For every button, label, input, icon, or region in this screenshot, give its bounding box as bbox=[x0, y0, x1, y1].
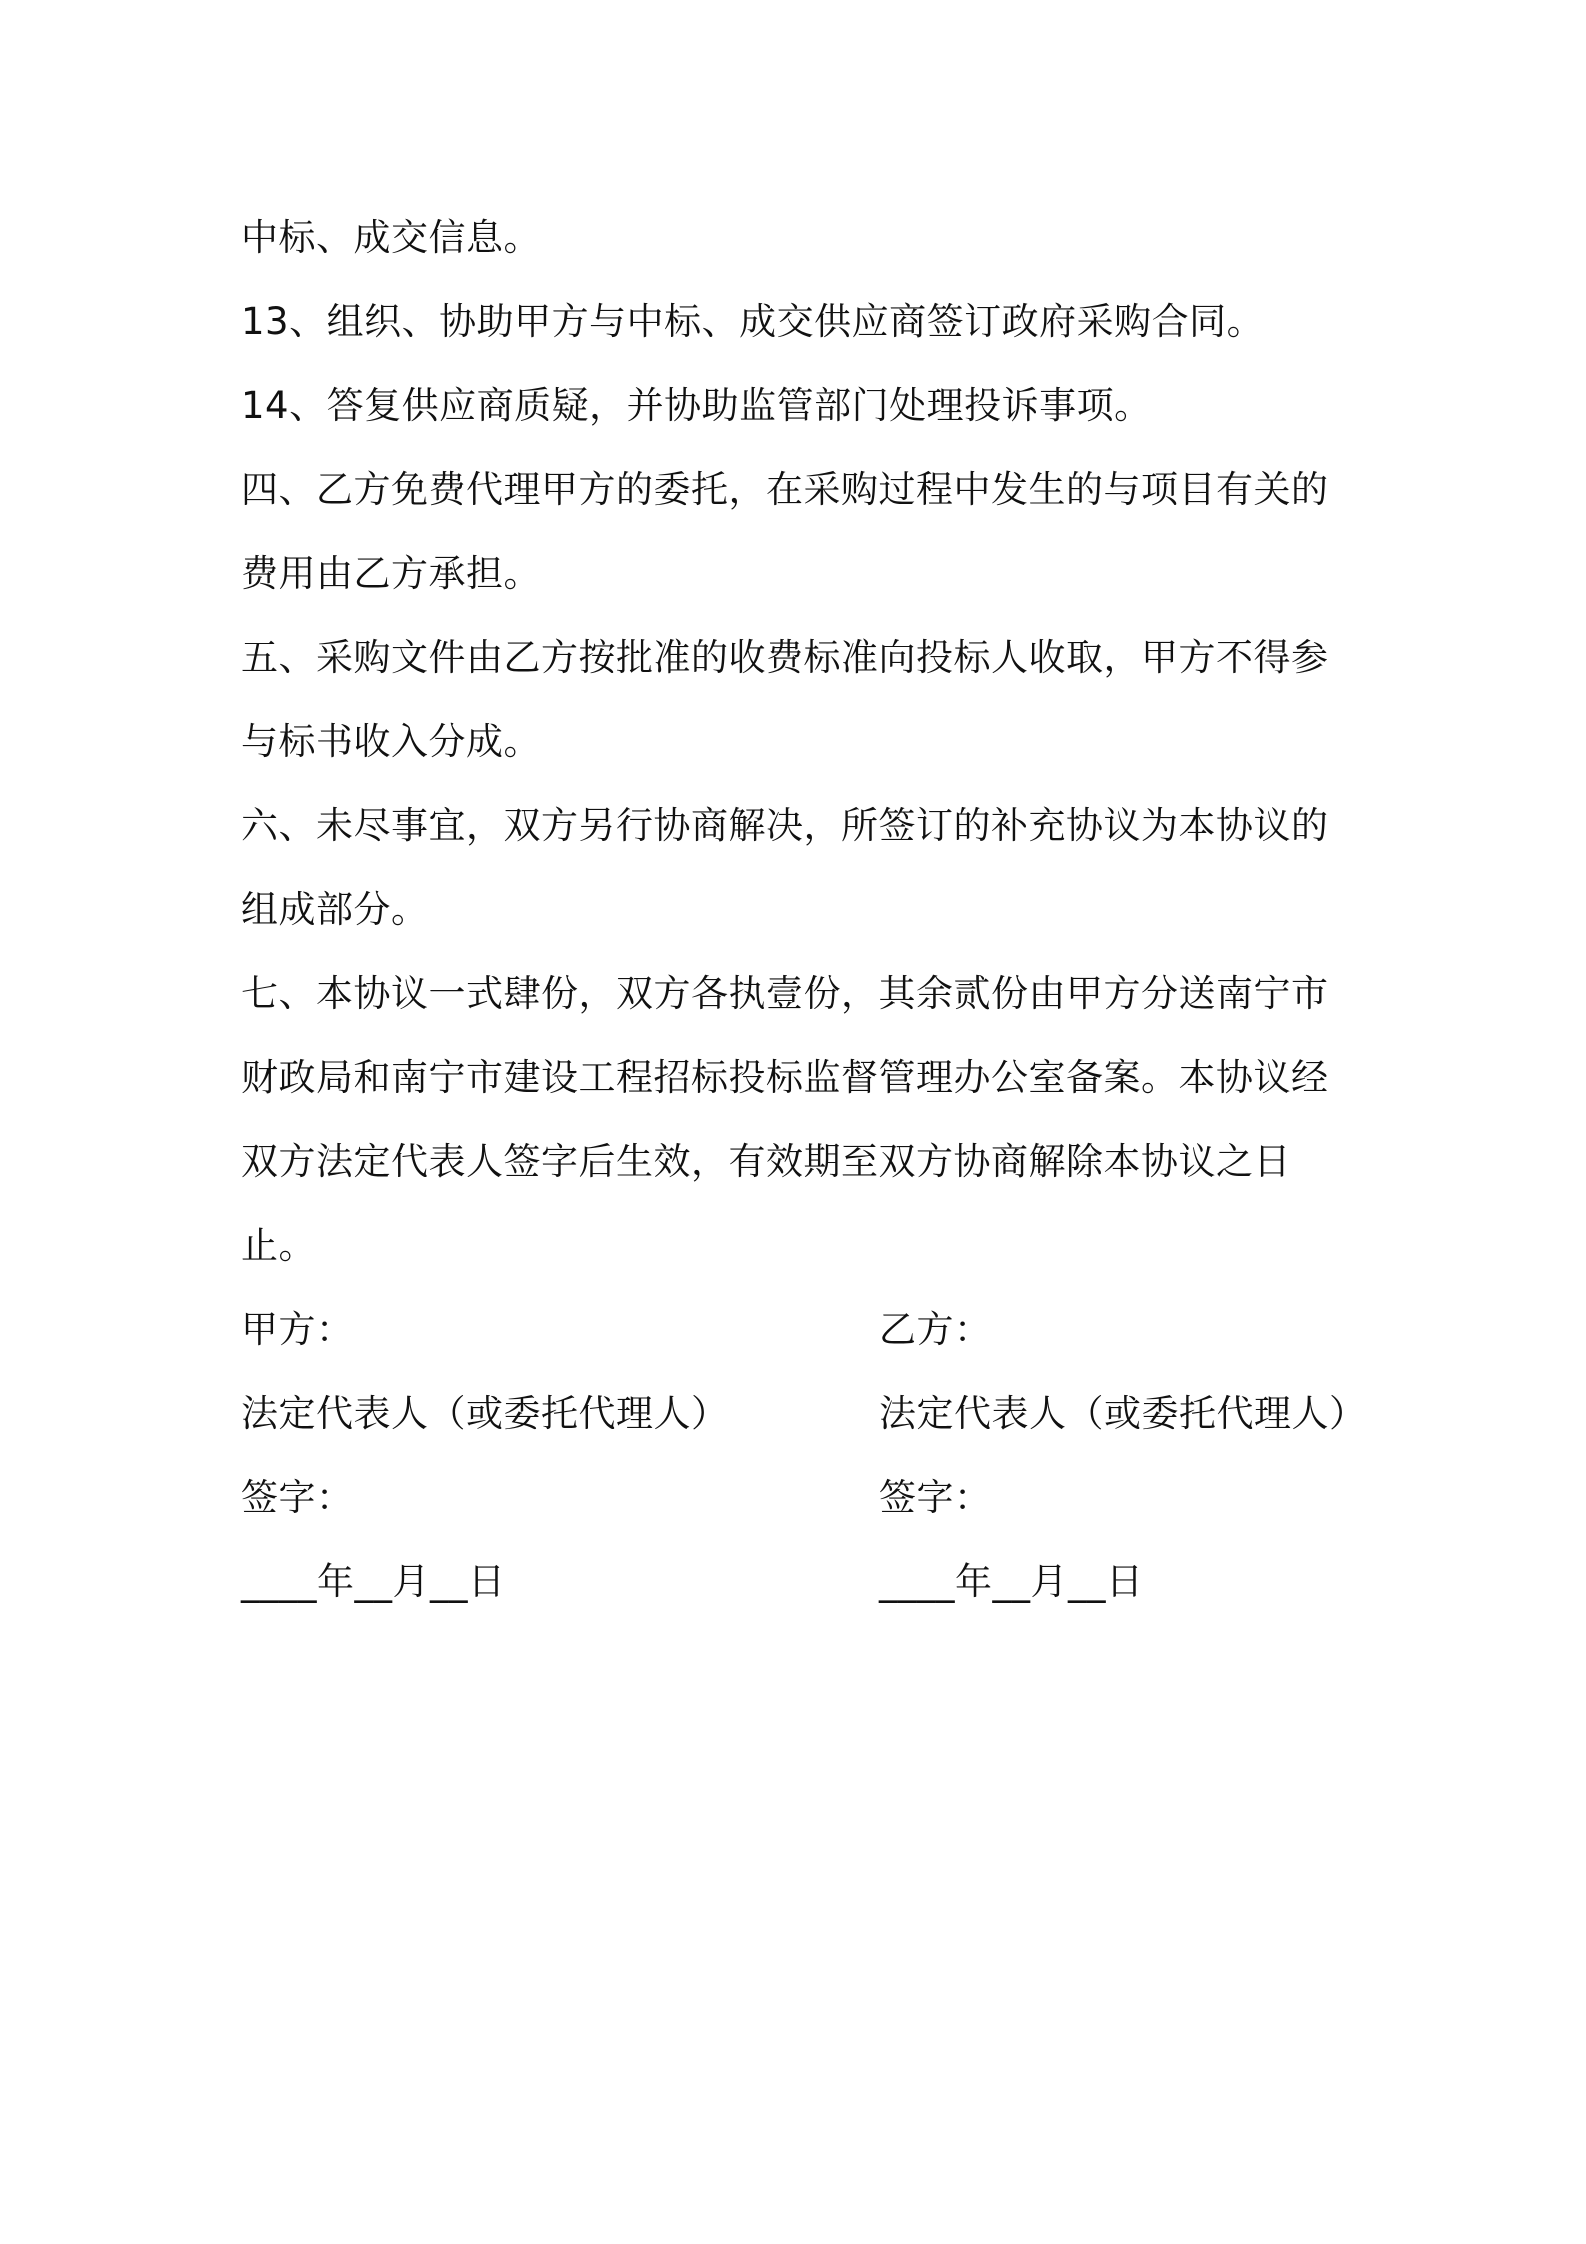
party-b-label: 乙方： bbox=[879, 1308, 992, 1351]
signature-block bbox=[241, 1288, 1367, 1624]
party-a-date: ____年__月__日 bbox=[241, 1560, 506, 1603]
paragraph-section-7: 七、本协议一式肆份，双方各执壹份，其余贰份由甲方分送南宁市财政局和南宁市建设工程招标投标监督管理办公室备案。本协议经双方法定代表人签字后生效，有效期至双方协商解除本协议之日止。 bbox=[241, 972, 1329, 1267]
signature-party-row bbox=[241, 1288, 1351, 1372]
signature-date-row bbox=[241, 1540, 1351, 1624]
paragraph-section-6: 六、未尽事宜，双方另行协商解决，所签订的补充协议为本协议的组成部分。 bbox=[241, 804, 1329, 931]
party-b-representative: 法定代表人（或委托代理人） bbox=[879, 1392, 1367, 1435]
party-a-sign: 签字： bbox=[241, 1476, 354, 1519]
party-a-representative: 法定代表人（或委托代理人） bbox=[241, 1392, 729, 1435]
party-a-label: 甲方： bbox=[241, 1308, 354, 1351]
party-b-sign: 签字： bbox=[879, 1476, 992, 1519]
document-body bbox=[241, 196, 1367, 1624]
paragraph-item-14: 14、答复供应商质疑，并协助监管部门处理投诉事项。 bbox=[241, 384, 1152, 427]
signature-representative-row bbox=[241, 1372, 1367, 1456]
paragraph-section-5: 五、采购文件由乙方按批准的收费标准向投标人收取，甲方不得参与标书收入分成。 bbox=[241, 636, 1329, 763]
paragraph-section-4: 四、乙方免费代理甲方的委托，在采购过程中发生的与项目有关的费用由乙方承担。 bbox=[241, 468, 1329, 595]
paragraph-winning-info: 中标、成交信息。 bbox=[241, 216, 541, 259]
party-b-date: ____年__月__日 bbox=[879, 1560, 1144, 1603]
paragraph-item-13: 13、组织、协助甲方与中标、成交供应商签订政府采购合同。 bbox=[241, 300, 1265, 343]
signature-sign-row bbox=[241, 1456, 1351, 1540]
